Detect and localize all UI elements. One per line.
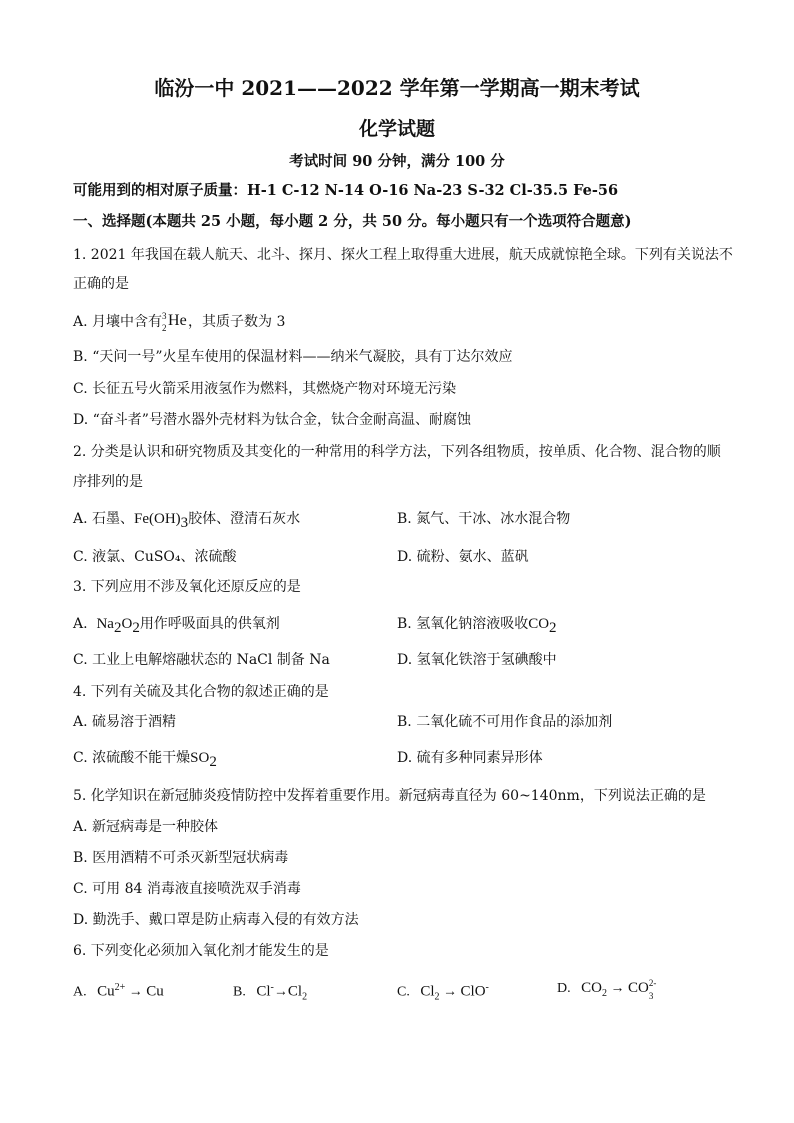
q4-option-d: D. 硫有多种同素异形体 bbox=[397, 750, 543, 766]
q5-stem: 5. 化学知识在新冠肺炎疫情防控中发挥着重要作用。新冠病毒直径为 60~140nm，下列说法正确的是 bbox=[73, 788, 706, 804]
q5-option-d: D. 勤洗手、戴口罩是防止病毒入侵的有效方法 bbox=[73, 912, 359, 928]
arrow-icon: → bbox=[610, 981, 625, 996]
exam-title: 临汾一中 2021——2022 学年第一学期高一期末考试 bbox=[154, 76, 640, 100]
q2-option-d: D. 硫粉、氨水、蓝矾 bbox=[397, 549, 529, 565]
q3-option-a: A. $Na_2O_2$用作呼吸面具的供氧剂 bbox=[73, 616, 280, 636]
subject-title: 化学试题 bbox=[358, 118, 435, 140]
arrow-icon: → bbox=[443, 984, 458, 1000]
q2-option-c: C. 液氯、CuSO₄、浓硫酸 bbox=[73, 549, 237, 565]
q1-a-text: A. 月壤中含有 bbox=[73, 314, 163, 330]
q3-option-c: C. 工业上电解熔融状态的 NaCl 制备 Na bbox=[73, 652, 330, 668]
q6-stem: 6. 下列变化必须加入氧化剂才能发生的是 bbox=[73, 943, 329, 959]
atomic-masses: 可能用到的相对原子质量：H-1 C-12 N-14 O-16 Na-23 S-32 Cl-35.5 Fe-56 bbox=[73, 182, 619, 199]
q1-option-a bbox=[73, 313, 285, 331]
q5-option-c: C. 可用 84 消毒液直接喷洗双手消毒 bbox=[73, 881, 301, 897]
q5-option-b: B. 医用酒精不可杀灭新型冠状病毒 bbox=[73, 850, 289, 866]
q1-stem-line1: 1. 2021 年我国在载人航天、北斗、探月、探火工程上取得重大进展，航天成就惊艳全球。下列有关说法不 bbox=[73, 247, 733, 263]
ferric-hydroxide-formula: Fe(OH) bbox=[134, 511, 181, 527]
q1-option-b: B. “天问一号”火星车使用的保温材料——纳米气凝胶，具有丁达尔效应 bbox=[73, 349, 513, 365]
q1-a-post: ，其质子数为 3 bbox=[188, 314, 286, 330]
q6-option-b: B. $Cl^-\to Cl_2$ bbox=[233, 982, 308, 1003]
q2-option-a: A. 石墨、$Fe(OH)_3$胶体、澄清石灰水 bbox=[73, 511, 301, 531]
q3-option-d: D. 氢氧化铁溶于氢碘酸中 bbox=[397, 652, 557, 668]
section-heading: 一、选择题(本题共 25 小题，每小题 2 分，共 50 分。每小题只有一个选项符合题意) bbox=[73, 213, 632, 230]
arrow-icon: → bbox=[128, 984, 143, 1000]
q2-option-b: B. 氮气、干冰、冰水混合物 bbox=[397, 511, 571, 527]
q1-option-d: D. “奋斗者”号潜水器外壳材料为钛合金，钛合金耐高温、耐腐蚀 bbox=[73, 412, 471, 428]
q4-stem: 4. 下列有关硫及其化合物的叙述正确的是 bbox=[73, 684, 329, 700]
q5-option-a: A. 新冠病毒是一种胶体 bbox=[73, 819, 219, 835]
q2-stem-line2: 序排列的是 bbox=[73, 474, 143, 490]
q2-stem-line1: 2. 分类是认识和研究物质及其变化的一种常用的科学方法，下列各组物质，按单质、化合物、混合物的顺 bbox=[73, 444, 721, 460]
q6-option-a: A. $Cu^{2+} \to Cu$ bbox=[73, 982, 164, 1000]
q6-option-c: C. $Cl_2 \to ClO^-$ bbox=[397, 982, 489, 1003]
q3-option-b: B. 氢氧化钠溶液吸收$CO_2$ bbox=[397, 616, 557, 636]
q4-option-b: B. 二氧化硫不可用作食品的添加剂 bbox=[397, 714, 613, 730]
q4-option-a: A. 硫易溶于酒精 bbox=[73, 714, 177, 730]
q3-stem: 3. 下列应用不涉及氧化还原反应的是 bbox=[73, 579, 301, 595]
arrow-icon: → bbox=[273, 984, 288, 1000]
q1-stem-line2: 正确的是 bbox=[73, 276, 129, 292]
q1-option-c: C. 长征五号火箭采用液氢作为燃料，其燃烧产物对环境无污染 bbox=[73, 381, 457, 397]
exam-info: 考试时间 90 分钟，满分 100 分 bbox=[289, 153, 505, 170]
q6-option-d: D. $CO_2$ → CO 2- 3 bbox=[557, 978, 657, 1001]
q4-option-c: C. 浓硫酸不能干燥$SO_2$ bbox=[73, 750, 217, 770]
helium-isotope: 3 2 He bbox=[162, 311, 187, 333]
